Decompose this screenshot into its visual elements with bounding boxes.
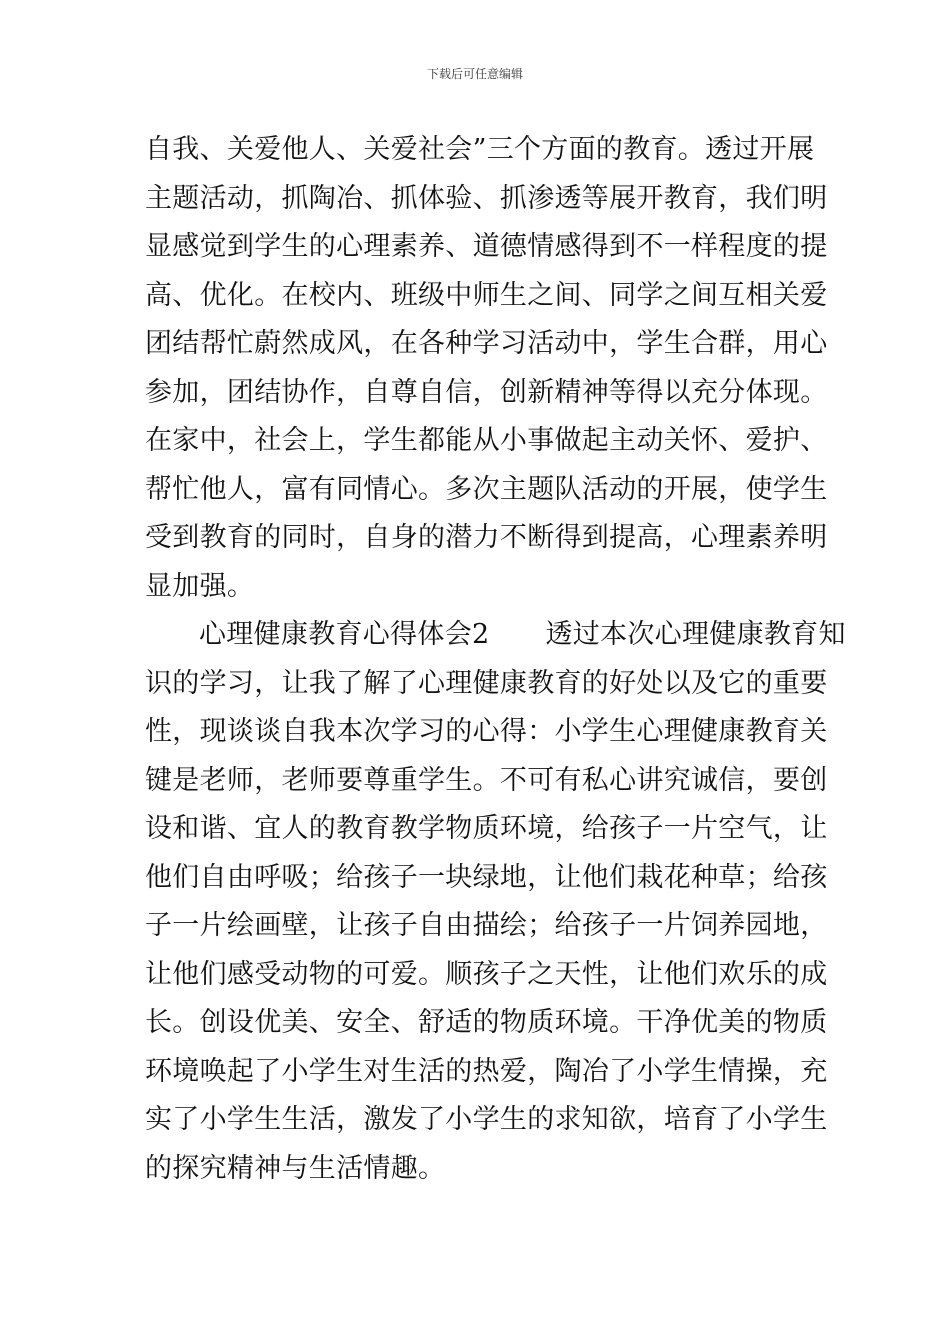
- text-line: 参加，团结协作，自尊自信，创新精神等得以充分体现。: [145, 376, 828, 408]
- text-line: 自我、关爱他人、关爱社会”三个方面的教育。透过开展: [145, 134, 815, 165]
- text-line: 在家中，社会上，学生都能从小事做起主动关怀、爱护、: [145, 425, 828, 456]
- text-line: 显加强。: [145, 570, 255, 602]
- text-line: 主题活动，抓陶冶、抓体验、抓渗透等展开教育，我们明: [145, 182, 828, 214]
- text-line: 显感觉到学生的心理素养、道德情感得到不一样程度的提: [145, 231, 828, 262]
- text-line: 的探究精神与生活情趣。: [145, 1152, 446, 1184]
- paragraph-2: [145, 611, 846, 1193]
- paragraph-2-first-line: [145, 611, 846, 660]
- text-line: 团结帮忙蔚然成风，在各种学习活动中，学生合群，用心: [145, 328, 828, 359]
- paragraph-1: [145, 126, 828, 611]
- text-line: 环境唤起了小学生对生活的热爱，陶冶了小学生情操，充: [145, 1055, 828, 1087]
- text-line: 他们自由呼吸；给孩子一块绿地，让他们栽花种草；给孩: [145, 861, 828, 893]
- text-line-start: 透过本次心理健康教育知: [545, 619, 846, 650]
- text-line: 键是老师，老师要尊重学生。不可有私心讲究诚信，要创: [145, 764, 828, 796]
- text-line: 识的学习，让我了解了心理健康教育的好处以及它的重要: [145, 667, 828, 699]
- document-body: [145, 126, 846, 1193]
- text-line: 高、优化。在校内、班级中师生之间、同学之间互相关爱: [145, 279, 828, 311]
- text-line: 帮忙他人，富有同情心。多次主题队活动的开展，使学生: [145, 473, 828, 505]
- text-line: 受到教育的同时，自身的潜力不断得到提高，心理素养明: [145, 522, 828, 553]
- text-line: 设和谐、宜人的教育教学物质环境，给孩子一片空气，让: [145, 813, 828, 844]
- text-line: 长。创设优美、安全、舒适的物质环境。干净优美的物质: [145, 1007, 828, 1038]
- text-line: 子一片绘画壁，让孩子自由描绘；给孩子一片饲养园地，: [145, 910, 828, 941]
- text-line: 让他们感受动物的可爱。顺孩子之天性，让他们欢乐的成: [145, 958, 828, 990]
- text-line: 性，现谈谈自我本次学习的心得：小学生心理健康教育关: [145, 716, 828, 747]
- section-heading: 心理健康教育心得体会2: [199, 619, 490, 650]
- page-header: 下载后可任意编辑: [426, 67, 523, 81]
- text-line: 实了小学生生活，激发了小学生的求知欲，培育了小学生: [145, 1104, 828, 1135]
